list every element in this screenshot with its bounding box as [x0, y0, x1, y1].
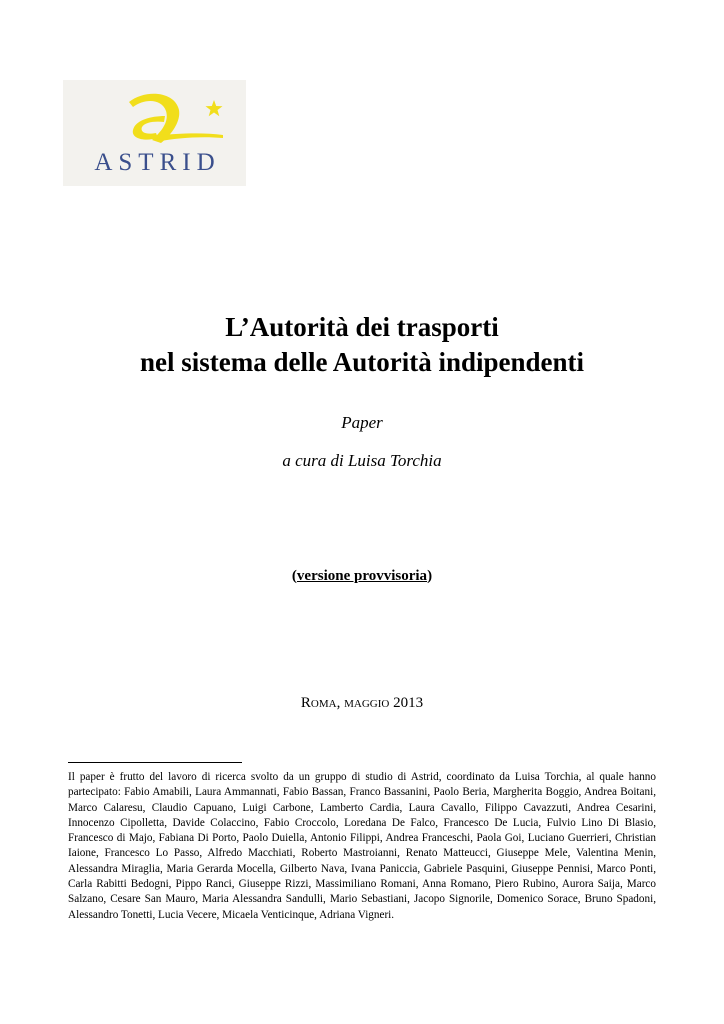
- month: maggio: [344, 695, 390, 711]
- paper-label: Paper: [341, 413, 383, 432]
- document-title: [0, 310, 724, 380]
- year: 2013: [389, 695, 424, 711]
- version-close-paren: ): [427, 568, 433, 584]
- place-rest: oma: [310, 695, 337, 711]
- title-line-2: nel sistema delle Autorità indipendenti: [139, 347, 585, 377]
- logo-wordmark: ASTRID: [94, 149, 221, 176]
- place-separator: ,: [336, 695, 345, 711]
- star-icon: [206, 100, 223, 116]
- version-text: versione provvisoria: [296, 568, 428, 584]
- version-open-paren: (: [291, 568, 297, 584]
- title-line-1: L’Autorità dei trasporti: [225, 312, 499, 342]
- place-date: [0, 695, 724, 712]
- version-note: [0, 568, 724, 585]
- astrid-a-mark-icon: [129, 94, 223, 143]
- footnote-separator: [68, 762, 242, 763]
- footnote-text: Il paper è frutto del lavoro di ricerca svolto da un gruppo di studio di Astrid, coordinato da Luisa Torchia, al quale hanno partecipato: Fabio Amabili, Laura Ammannati, Fabio Bassan, Franco Bassanini, Paolo Beria, Margherita Boggio, Andrea Boitani, Marco Calaresu, Claudio Capuano, Luigi Carbone, Lamberto Cardia, Laura Cavallo, Filippo Cavazzuti, Andrea Cesarini, Innocenzo Cipolletta, Davide Colaccino, Fabio Croccolo, Loredana De Falco, Francesco De Lucia, Fulvio Lino Di Blasio, Francesco di Majo, Fabiana Di Porto, Paolo Duiella, Antonio Filippi, Andrea Franceschi, Paola Goi, Luciano Guerrieri, Christian Iaione, Francesco Lo Passo, Alfredo Macchiati, Roberto Mastroianni, Renato Matteucci, Giuseppe Mele, Valentina Menin, Alessandra Miraglia, Maria Gerarda Mocella, Gilberto Nava, Ivana Paniccia, Gabriele Pasquini, Giuseppe Pennisi, Marco Ponti, Carla Rabitti Bedogni, Pippo Ranci, Giuseppe Rizzi, Massimiliano Romani, Anna Romano, Piero Rubino, Aurora Saija, Marco Salzano, Cesare San Mauro, Maria Alessandra Sandulli, Mario Sebastiani, Jacopo Signorile, Domenico Sorace, Bruno Spadoni, Alessandro Tonetti, Lucia Vecere, Micaela Venticinque, Adriana Vigneri.: [68, 771, 656, 921]
- place-initial: R: [300, 695, 311, 711]
- astrid-logo: [63, 80, 246, 186]
- editor-credit: a cura di Luisa Torchia: [282, 451, 442, 470]
